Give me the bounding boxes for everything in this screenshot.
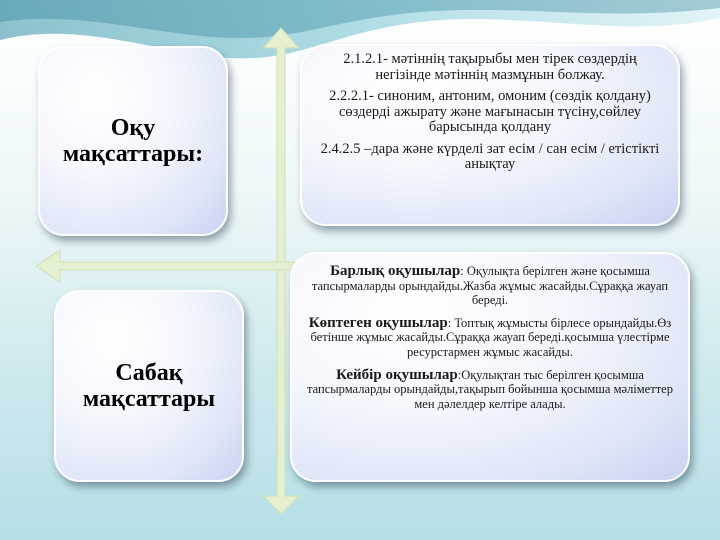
level-item xyxy=(304,368,676,412)
reading-goals-line2: мақсаттары: xyxy=(62,141,204,167)
level-sep: : xyxy=(460,264,467,278)
reading-goals-title xyxy=(63,115,203,167)
lesson-goals-line2: мақсаттары xyxy=(82,386,216,412)
level-body: Оқулықтан тыс берілген қосымша тапсырмаларды орындайды,тақырып бойынша қосымша мәліметтер мен дәлелдер келтіре алады. xyxy=(307,367,673,411)
level-sep: : xyxy=(457,367,462,382)
reading-goals-box xyxy=(38,46,228,236)
level-body: Топтық жұмысты бірлесе орындайды.Өз бетінше жұмыс жасайды.Сұраққа жауап береді.қосымша үлестірме ресурстармен жұмыс жасайды. xyxy=(310,315,672,359)
level-sep: : xyxy=(447,315,455,330)
lesson-goals-line1: Сабақ xyxy=(115,360,183,386)
objective-item: 2.2.2.1- синоним, антоним, омоним (сөздік қолдану) сөздерді ажырату және мағынасын түсіну,сөйлеу барысында қолдану xyxy=(329,88,651,135)
level-head: Көптеген оқушылар xyxy=(308,314,448,331)
level-item xyxy=(304,316,676,360)
lesson-levels-box xyxy=(290,252,690,482)
lesson-goals-title xyxy=(83,360,215,412)
objective-item: 2.1.2.1- мәтіннің тақырыбы мен тірек сөздердің негізінде мәтіннің мазмұнын болжау. xyxy=(343,51,637,83)
objective-item: 2.4.2.5 –дара және күрделі зат есім / сан есім / етістікті анықтау xyxy=(320,140,660,172)
level-head: Барлық оқушылар xyxy=(330,263,461,279)
reading-goals-line1: Оқу xyxy=(110,115,156,141)
level-item xyxy=(304,264,676,308)
horizontal-arrow xyxy=(36,250,300,282)
lesson-goals-box xyxy=(54,290,244,482)
level-head: Кейбір оқушылар xyxy=(336,366,458,383)
level-body: Оқулықта берілген және қосымша тапсырмаларды орындайды.Жазба жұмыс жасайды.Сұраққа жауап береді. xyxy=(311,264,669,308)
reading-objectives-box xyxy=(300,44,680,226)
